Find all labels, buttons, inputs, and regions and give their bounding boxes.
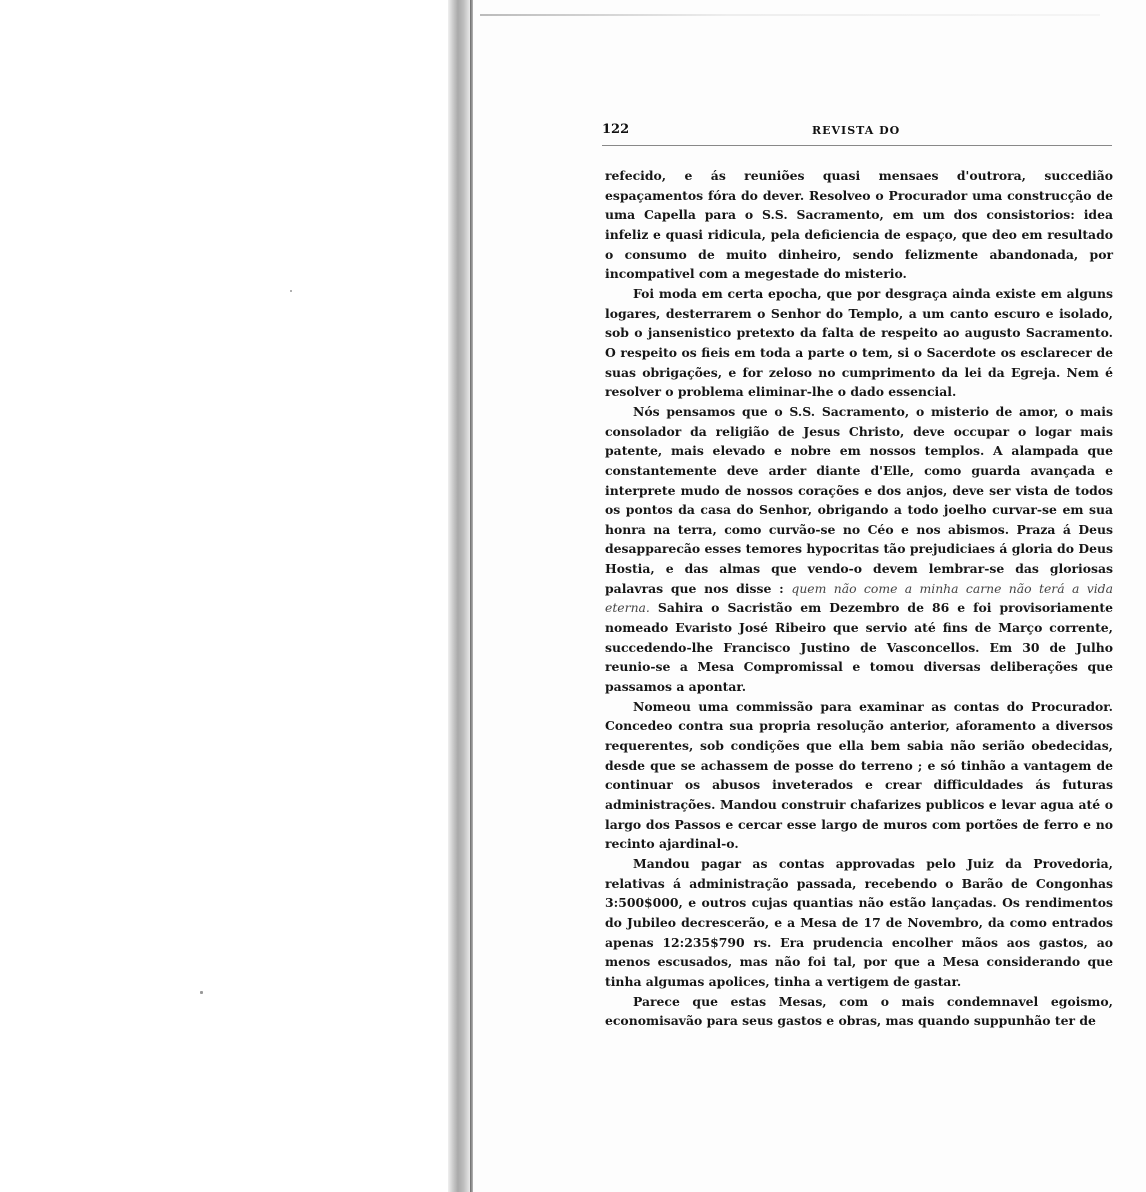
- paragraph: Parece que estas Mesas, com o mais condemnavel egoismo, economisavão para seus gastos e obras, mas quando suppunhão ter de: [605, 993, 1113, 1029]
- scan-speck: [200, 991, 203, 994]
- italic-quote: quem não come a minha carne não terá a vida eterna.: [605, 580, 1113, 616]
- paragraph: Foi moda em certa epocha, que por desgraça ainda existe em alguns logares, desterrarem o Senhor do Templo, a um canto escuro e isolado, sob o jansenistico pretexto da falta de respeito ao augusto Sacramento. O respeito os fieis em toda a parte o tem, si o Sacerdote os esclarecer de suas obrigações, e for zeloso no cumprimento da lei da Egreja. Nem é resolver o problema eliminar-lhe o dado essencial.: [605, 285, 1113, 400]
- header-rule: [602, 145, 1112, 146]
- top-edge-rule: [480, 14, 1100, 16]
- paragraph-text: Nós pensamos que o S.S. Sacramento, o misterio de amor, o mais consolador da religião de Jesus Christo, deve occupar o logar mais patente, mais elevado e nobre em nossos templos. A alampada que constantemente deve arder diante d'Elle, como guarda avançada e interprete mudo de nossos corações e dos anjos, deve ser vista de todos os pontos da casa do Senhor, obrigando a todo joelho curvar-se em sua honra na terra, como curvão-se no Céo e nos abismos. Praza á Deus desapparecão esses temores hypocritas tão prejudiciaes á gloria do Deus Hostia, e das almas que vendo-o devem lembrar-se das gloriosas palavras que nos disse :: [605, 403, 1113, 596]
- book-gutter: [448, 0, 470, 1192]
- page-number: 122: [602, 122, 630, 137]
- paragraph-text: Sahira o Sacristão em Dezembro de 86 e foi provisoriamente nomeado Evaristo José Ribeiro que servio até fins de Março corrente, succedendo-lhe Francisco Justino de Vasconcellos. Em 30 de Julho reunio-se a Mesa Compromissal e tomou diversas deliberações que passamos a apontar.: [605, 600, 1113, 695]
- paragraph: Nomeou uma commissão para examinar as contas do Procurador. Concedeo contra sua propria resolução anterior, aforamento a diversos requerentes, sob condições que ella bem sabia não serião obedecidas, desde que se achassem de posse do terreno ; e só tinhão a vantagem de continuar os abusos inveterados e crear difficuldades ás futuras administrações. Mandou construir chafarizes publicos e levar agua até o largo dos Passos e cercar esse largo de muros com portões de ferro e no recinto ajardinal-o.: [605, 698, 1113, 852]
- paragraph: Mandou pagar as contas approvadas pelo Juiz da Provedoria, relativas á administração passada, recebendo o Barão de Congonhas 3:500$000, e outros cujas quantias não estão lançadas. Os rendimentos do Jubileo decrescerão, e a Mesa de 17 de Novembro, da como entrados apenas 12:235$790 rs. Era prudencia encolher mãos aos gastos, ao menos escusados, mas não foi tal, por que a Mesa considerando que tinha algumas apolices, tinha a vertigem de gastar.: [605, 855, 1113, 989]
- running-title: REVISTA DO: [812, 124, 901, 137]
- body-text: [605, 166, 1113, 1031]
- paragraph: refecido, e ás reuniões quasi mensaes d'outrora, succedião espaçamentos fóra do dever. Resolveo o Procurador uma construcção de uma Capella para o S.S. Sacramento, em um dos consistorios: idea infeliz e quasi ridicula, pela deficiencia de espaço, que deo em resultado o consumo de muito dinheiro, sendo felizmente abandonada, por incompativel com a megestade do misterio.: [605, 168, 1113, 282]
- scan-speck: [290, 290, 292, 292]
- page-header: [602, 122, 1112, 142]
- paragraph: [605, 402, 1113, 697]
